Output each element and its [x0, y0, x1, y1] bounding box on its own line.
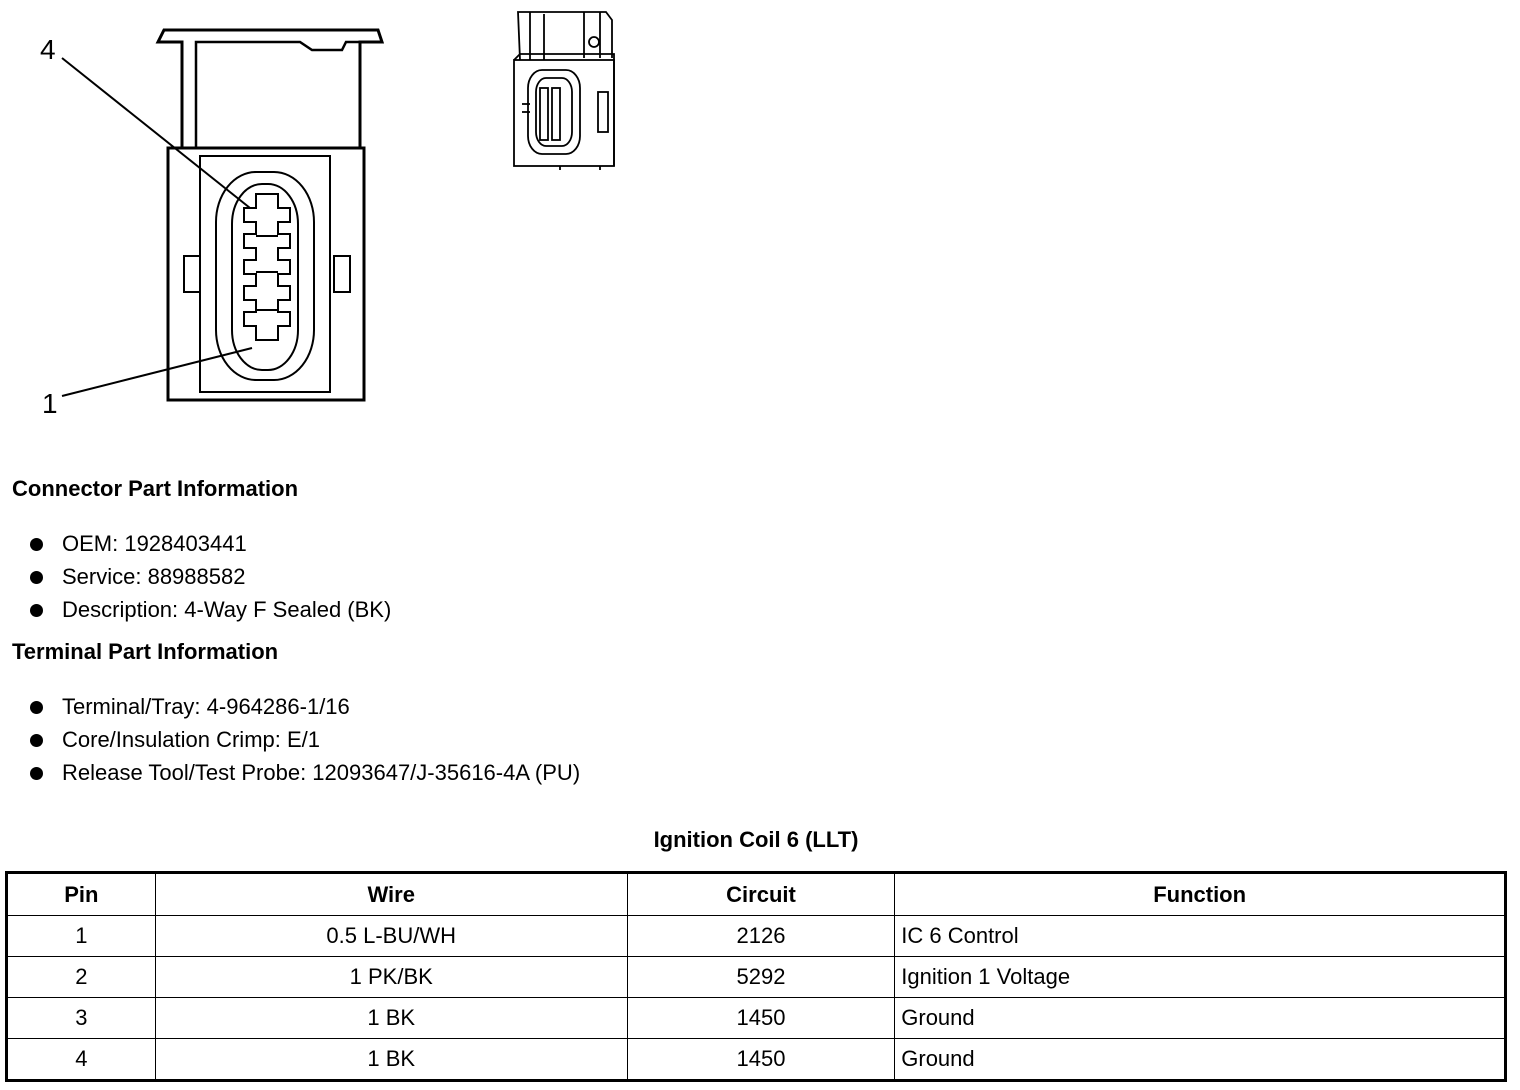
header-pin: Pin: [7, 873, 156, 916]
connector-oem: OEM: 1928403441: [62, 531, 247, 556]
list-item: [30, 527, 391, 560]
table-title: Ignition Coil 6 (LLT): [653, 827, 859, 852]
pin-1-label: 1: [42, 388, 58, 419]
terminal-crimp: Core/Insulation Crimp: E/1: [62, 727, 320, 752]
table-row: [7, 957, 1506, 998]
cell-circuit: 1450: [627, 998, 895, 1039]
list-item: [30, 593, 391, 626]
terminal-release-tool: Release Tool/Test Probe: 12093647/J-35616-4A (PU): [62, 760, 581, 785]
bullet-icon: [30, 734, 43, 747]
pin-4-label: 4: [40, 34, 56, 65]
cell-pin: 2: [7, 957, 156, 998]
connector-face-diagram: [0, 0, 1520, 440]
connector-large-view: [62, 30, 382, 400]
bullet-icon: [30, 604, 43, 617]
table-row: [7, 916, 1506, 957]
list-item: [30, 690, 580, 723]
cell-wire: 1 BK: [155, 1039, 627, 1081]
bullet-icon: [30, 701, 43, 714]
cell-circuit: 5292: [627, 957, 895, 998]
terminal-tray: Terminal/Tray: 4-964286-1/16: [62, 694, 350, 719]
list-item: [30, 560, 391, 593]
bullet-icon: [30, 571, 43, 584]
cell-wire: 0.5 L-BU/WH: [155, 916, 627, 957]
terminal-part-info-list: [30, 690, 580, 789]
cell-circuit: 1450: [627, 1039, 895, 1081]
header-wire: Wire: [155, 873, 627, 916]
cell-wire: 1 PK/BK: [155, 957, 627, 998]
table-row: [7, 998, 1506, 1039]
cell-function: Ground: [895, 998, 1506, 1039]
terminal-part-info-heading: Terminal Part Information: [12, 639, 279, 664]
connector-service: Service: 88988582: [62, 564, 246, 589]
cell-function: IC 6 Control: [895, 916, 1506, 957]
bullet-icon: [30, 538, 43, 551]
table-header-row: [7, 873, 1506, 916]
header-function: Function: [895, 873, 1506, 916]
connector-small-view: [514, 12, 614, 170]
header-circuit: Circuit: [627, 873, 895, 916]
pinout-table: [5, 871, 1507, 1082]
table-row: [7, 1039, 1506, 1081]
connector-part-info-heading: Connector Part Information: [12, 476, 299, 501]
bullet-icon: [30, 767, 43, 780]
cell-pin: 3: [7, 998, 156, 1039]
cell-wire: 1 BK: [155, 998, 627, 1039]
list-item: [30, 723, 580, 756]
cell-pin: 1: [7, 916, 156, 957]
cell-function: Ignition 1 Voltage: [895, 957, 1506, 998]
cell-circuit: 2126: [627, 916, 895, 957]
list-item: [30, 756, 580, 789]
connector-description: Description: 4-Way F Sealed (BK): [62, 597, 392, 622]
cell-function: Ground: [895, 1039, 1506, 1081]
connector-part-info-list: [30, 527, 391, 626]
cell-pin: 4: [7, 1039, 156, 1081]
